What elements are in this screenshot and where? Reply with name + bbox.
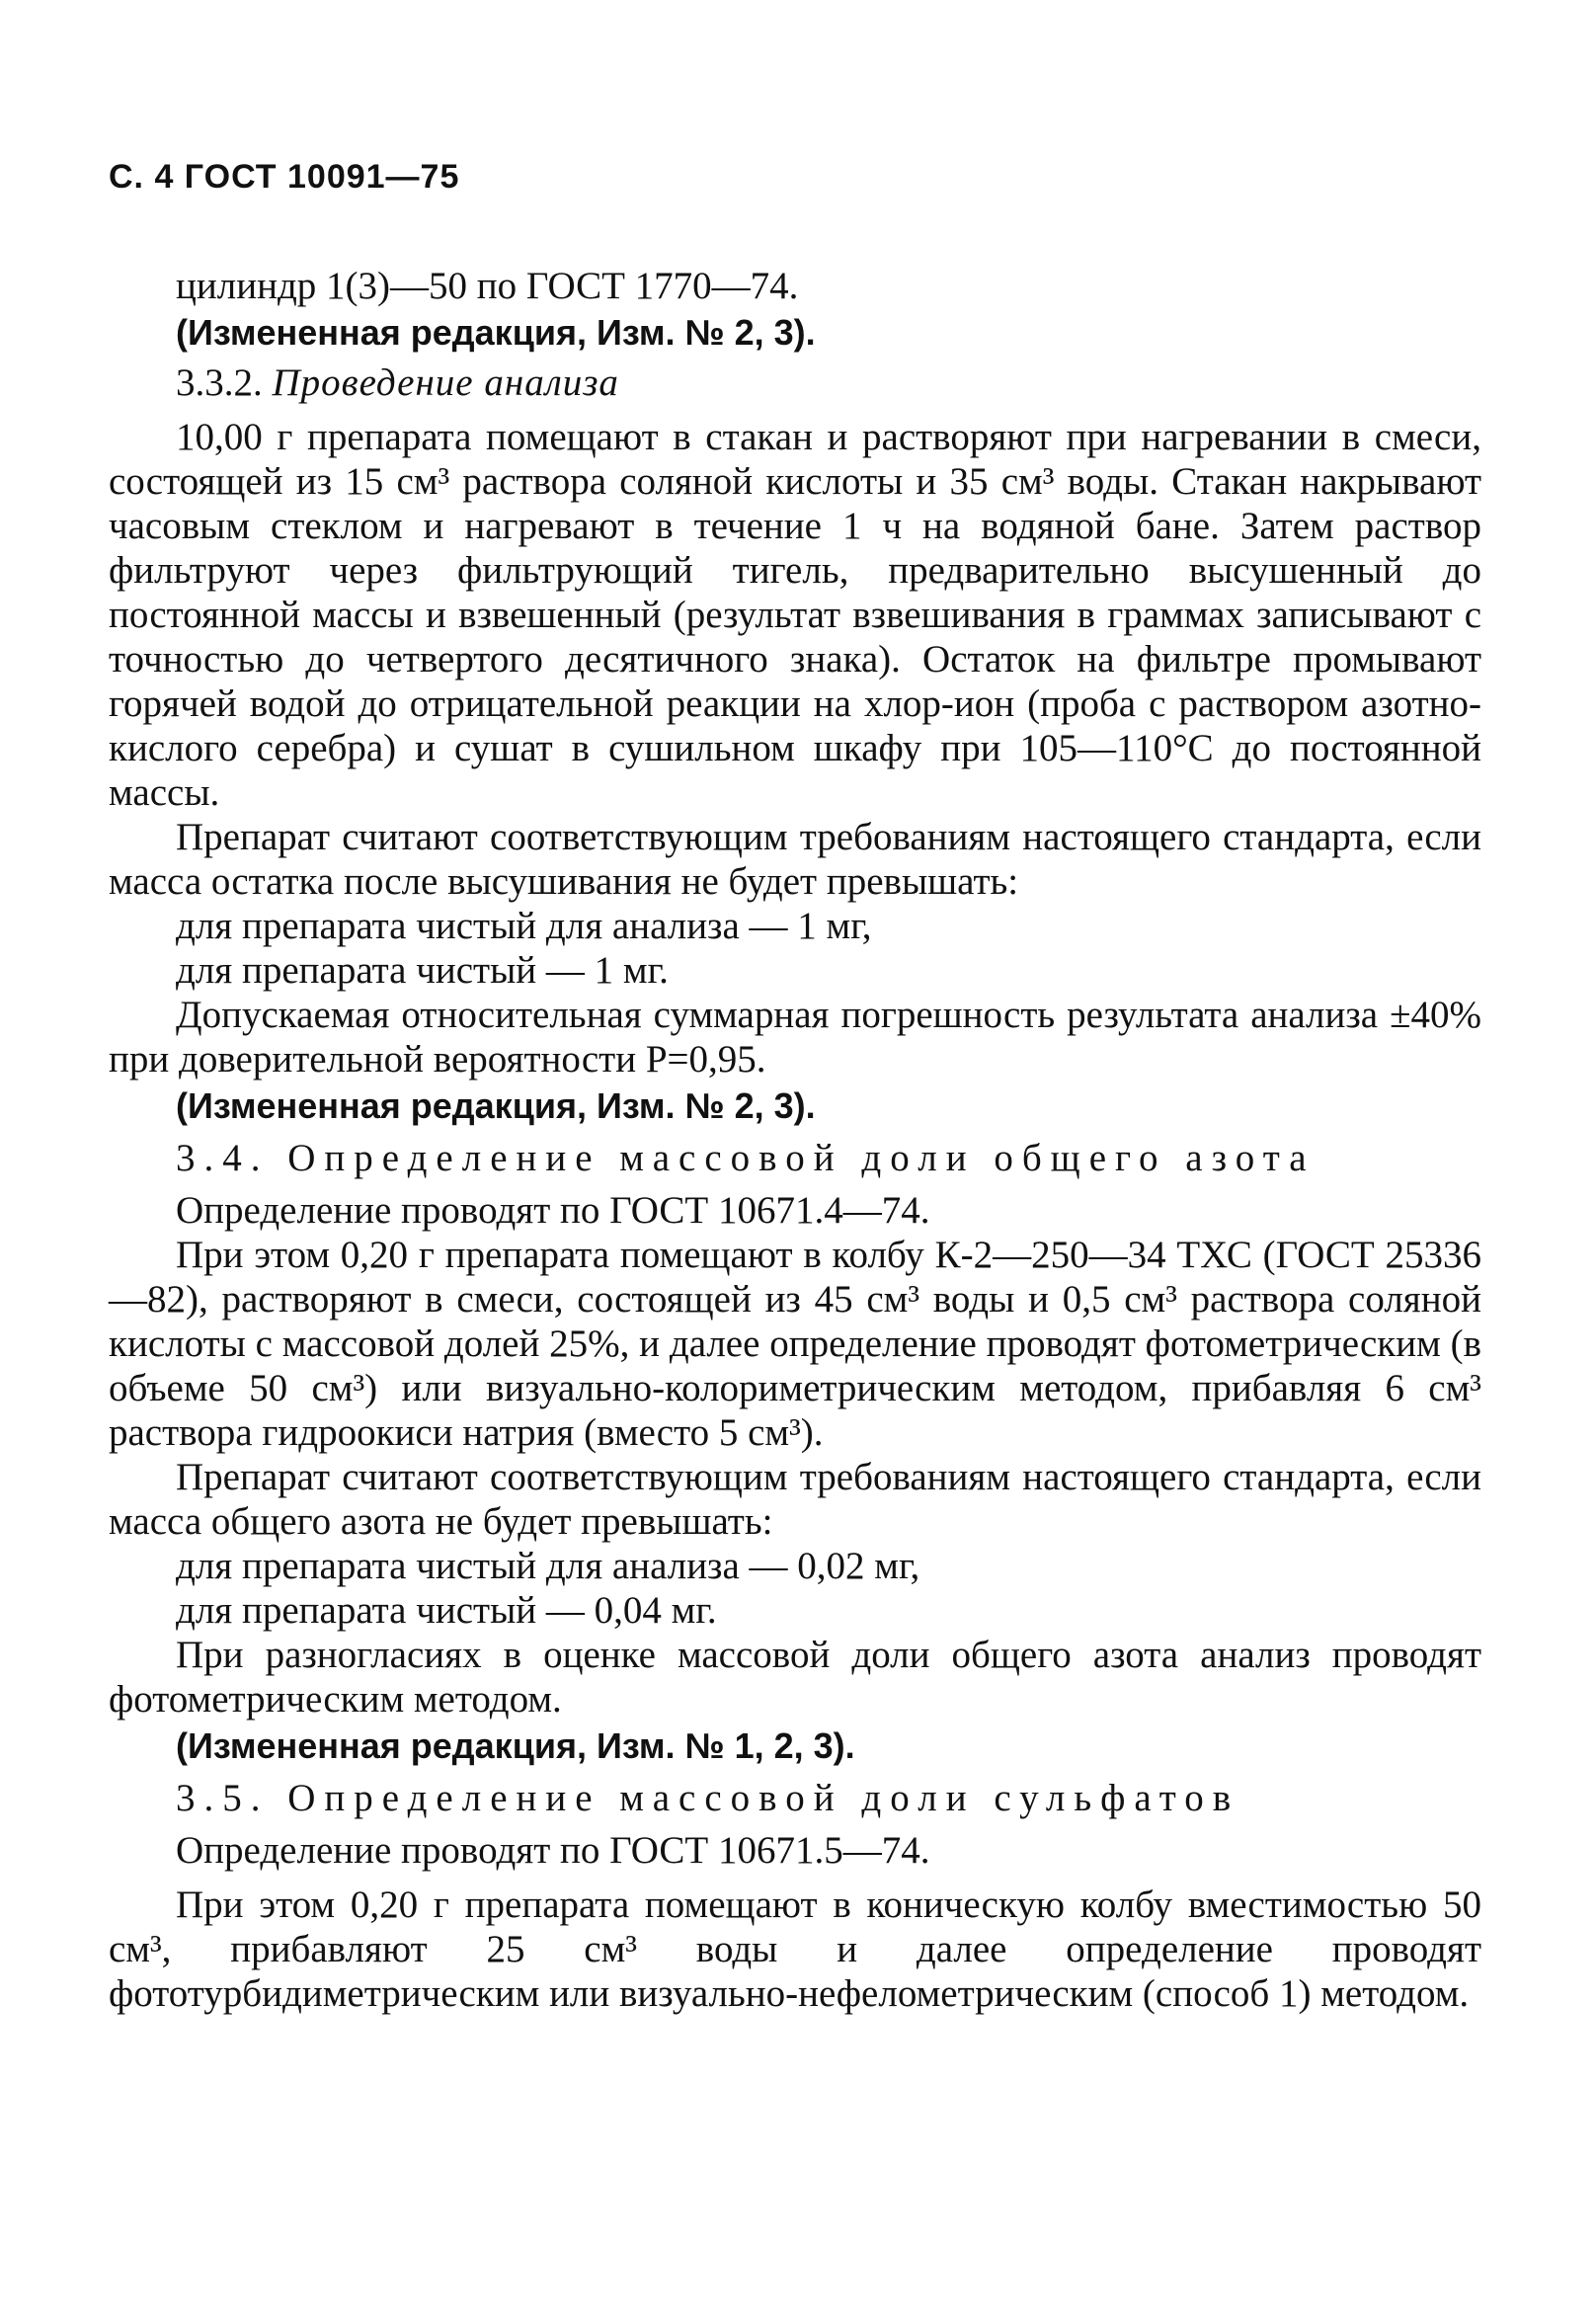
section-title: Проведение анализа: [272, 361, 619, 404]
paragraph-error: Допускаемая относительная суммарная погрешность результата анализа ±40% при доверительной вероятности Р=0,95.: [109, 994, 1481, 1081]
paragraph-requirement: Препарат считают соответствующим требованиям настоящего стандарта, если масса общего азота не будет превышать:: [109, 1456, 1481, 1543]
amendment-note: (Измененная редакция, Изм. № 2, 3).: [176, 312, 816, 353]
document-page: [109, 158, 1481, 2016]
paragraph-analysis: 10,00 г препарата помещают в стакан и растворяют при нагревании в смеси, состоящей из 15 см³ раствора соляной кислоты и 35 см³ воды. Стакан накрывают часовым стеклом и нагревают в течение 1 ч на водяной бане. Затем раствор фильтруют через фильтрующий тигель, предварительно высушенный до постоянной массы и взвешенный (результат взвешивания в граммах записывают с точностью до четвертого десятичного знака). Остаток на фильтре промывают горячей водой до отрицательной реакции на хлор-ион (проба с раствором азотно-кислого серебра) и сушат в сушильном шкафу при 105—110°С до постоянной массы.: [109, 416, 1481, 814]
paragraph: Определение проводят по ГОСТ 10671.5—74.: [176, 1829, 930, 1872]
paragraph-requirement: Препарат считают соответствующим требованиям настоящего стандарта, если масса остатка после высушивания не будет превышать:: [109, 816, 1481, 903]
list-item: для препарата чистый для анализа — 1 мг,: [176, 905, 872, 947]
section-heading-3-5: 3.5. Определение массовой доли сульфатов: [176, 1777, 1240, 1819]
running-head: С. 4 ГОСТ 10091—75: [109, 158, 460, 196]
paragraph: Определение проводят по ГОСТ 10671.4—74.: [176, 1189, 930, 1232]
list-item: для препарата чистый — 1 мг.: [176, 949, 669, 992]
document-body: [109, 264, 1481, 2016]
amendment-note: (Измененная редакция, Изм. № 1, 2, 3).: [176, 1725, 855, 1766]
list-item: для препарата чистый — 0,04 мг.: [176, 1589, 717, 1632]
continuation-line: цилиндр 1(3)—50 по ГОСТ 1770—74.: [176, 265, 799, 307]
amendment-note: (Измененная редакция, Изм. № 2, 3).: [176, 1085, 816, 1126]
list-item: для препарата чистый для анализа — 0,02 мг,: [176, 1545, 920, 1587]
section-number: 3.3.2.: [176, 361, 263, 404]
paragraph: При этом 0,20 г препарата помещают в колбу К-2—250—34 ТХС (ГОСТ 25336—82), растворяют в смеси, состоящей из 45 см³ воды и 0,5 см³ раствора соляной кислоты с массовой долей 25%, и далее определение проводят фотометрическим (в объеме 50 см³) или визуально-колориметрическим методом, прибавляя 6 см³ раствора гидроокиси натрия (вместо 5 см³).: [109, 1234, 1481, 1454]
section-heading-3-4: 3.4. Определение массовой доли общего азота: [176, 1137, 1316, 1179]
paragraph: При этом 0,20 г препарата помещают в коническую колбу вместимостью 50 см³, прибавляют 25 см³ воды и далее определение проводят фототурбидиметрическим или визуально-нефелометрическим (способ 1) методом.: [109, 1883, 1481, 2015]
paragraph: При разногласиях в оценке массовой доли общего азота анализ проводят фотометрическим методом.: [109, 1634, 1481, 1721]
section-heading-3-3-2: [109, 360, 1481, 405]
